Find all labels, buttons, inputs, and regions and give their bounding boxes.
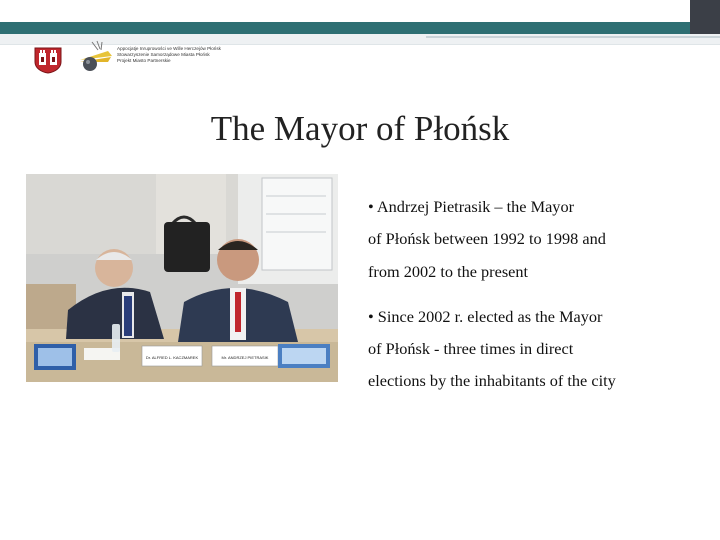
mayor-photo — [26, 174, 338, 382]
nameplate-right: Mr. ANDRZEJ PIETRASIK — [221, 355, 269, 360]
bullet-mayor-term — [368, 191, 708, 288]
bullet-elections — [368, 301, 708, 398]
nameplate-left: Dr. ALFRED L. KACZMAREK — [145, 355, 199, 360]
slide-title: The Mayor of Płońsk — [210, 109, 510, 148]
bullet-line: from 2002 to the present — [368, 261, 529, 281]
header-band — [0, 0, 720, 22]
organization-name-line: Stowarzyszenie Samorządowe Miasta Płońsk — [117, 52, 210, 57]
organization-name-line: Appocjatje Inruprowości ve Wille Herczejów Płońsk — [117, 46, 221, 51]
header-corner-block — [690, 0, 720, 34]
organization-name-line: Projekt Miasto Partnerskie — [117, 58, 171, 63]
bullet-line: • Andrzej Pietrasik – the Mayor — [368, 197, 575, 216]
bullet-line: • Since 2002 r. elected as the Mayor — [368, 306, 603, 326]
bullet-list — [368, 191, 708, 398]
bullet-line: of Płońsk between 1992 to 1998 and — [368, 229, 606, 249]
organization-name — [117, 46, 227, 64]
header-accent-bar — [0, 22, 720, 34]
header-divider — [426, 36, 720, 38]
city-crest-icon — [33, 46, 63, 74]
bullet-line: of Płońsk - three times in direct — [368, 339, 574, 359]
bullet-line: elections by the inhabitants of the city — [368, 371, 616, 391]
